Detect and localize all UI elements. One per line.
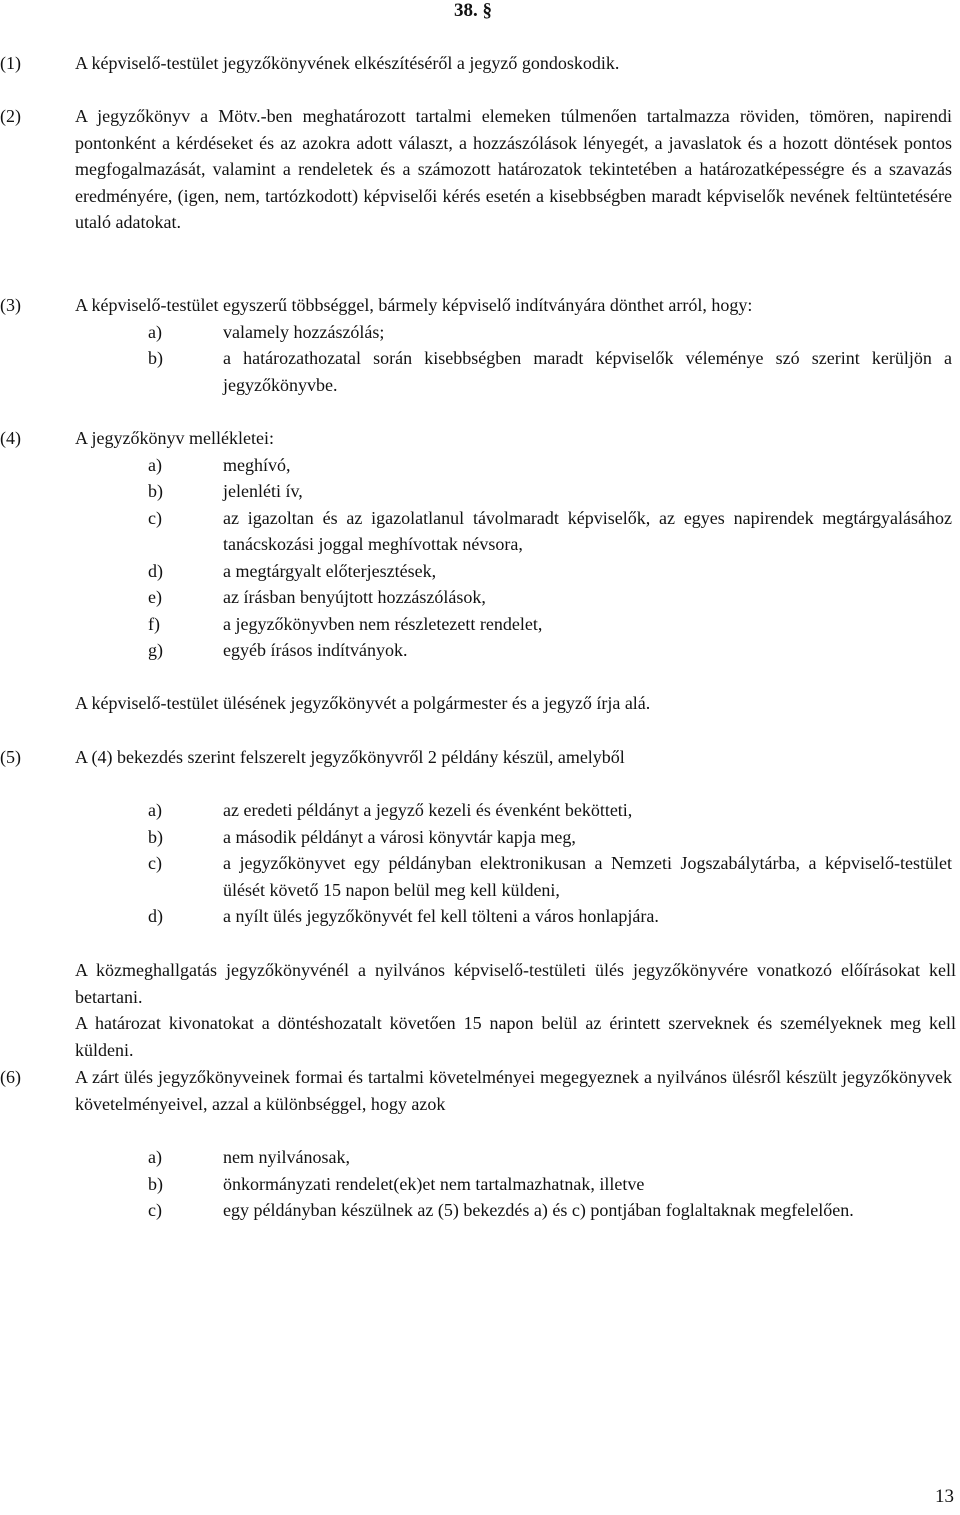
list-marker: a) (148, 800, 162, 820)
list-marker: d) (148, 560, 163, 581)
paragraph-text: A jegyzőkönyv mellékletei: (75, 428, 274, 448)
list-marker: b) (148, 826, 163, 847)
list-item (0, 611, 956, 638)
paragraph-text: A (4) bekezdés szerint felszerelt jegyzőkönyvről 2 példány készül, amelyből (75, 747, 625, 767)
paragraph-number: (4) (0, 428, 21, 448)
list-item-text: a határozathozatal során kisebbségben maradt képviselők véleménye szó szerint kerüljön a jegyzőkönyvbe. (223, 348, 952, 395)
list-marker: c) (148, 507, 162, 528)
list-item (0, 1171, 956, 1198)
list-item-text: jelenléti ív, (223, 481, 303, 501)
list-marker: c) (148, 1200, 162, 1220)
list-item-text: önkormányzati rendelet(ek)et nem tartalmazhatnak, illetve (223, 1173, 645, 1194)
list (0, 797, 956, 930)
list-item (0, 452, 956, 479)
list-item (0, 505, 956, 558)
list (0, 319, 956, 399)
list-item (0, 824, 956, 851)
list-item (0, 1144, 956, 1171)
list-item-text: nem nyilvánosak, (223, 1147, 350, 1167)
list-marker: a) (148, 1147, 162, 1167)
resolution-extract-note: A határozat kivonatokat a döntéshozatalt követően 15 napon belül az érintett szerveknek és személyeknek meg kell küldeni. (75, 1013, 956, 1060)
paragraph-5 (0, 744, 956, 771)
paragraph-number: (2) (0, 106, 21, 126)
list-marker: b) (148, 348, 163, 368)
list-item (0, 345, 956, 398)
list-item-text: a nyílt ülés jegyzőkönyvét fel kell tölteni a város honlapjára. (223, 906, 659, 926)
list-item-text: meghívó, (223, 454, 291, 475)
list-item-text: valamely hozzászólás; (223, 321, 385, 342)
paragraph-4 (0, 425, 956, 664)
list-marker: g) (148, 640, 163, 660)
list-item-text: a megtárgyalt előterjesztések, (223, 560, 437, 581)
list (0, 452, 956, 664)
paragraph-text: A képviselő-testület egyszerű többséggel, bármely képviselő indítványára dönthet arról, hogy: (75, 295, 753, 315)
list-item-text: a jegyzőkönyvben nem részletezett rendelet, (223, 613, 543, 634)
paragraph-3 (0, 292, 956, 398)
list-item (0, 903, 956, 930)
paragraph-text: A képviselő-testület jegyzőkönyvének elkészítéséről a jegyző gondoskodik. (75, 53, 620, 73)
list-marker: f) (148, 613, 160, 634)
paragraph-6 (0, 1064, 956, 1117)
list-marker: c) (148, 853, 162, 873)
list-marker: a) (148, 454, 162, 475)
paragraph-number: (1) (0, 53, 21, 73)
page-number: 13 (935, 1486, 954, 1507)
paragraph-1 (0, 50, 956, 77)
list-marker: e) (148, 587, 162, 607)
list-item-text: a jegyzőkönyvet egy példányban elektronikusan a Nemzeti Jogszabálytárba, a képviselő-testület ülését követő 15 napon belül meg kell küldeni, (223, 853, 952, 900)
list-item-text: egyéb írásos indítványok. (223, 640, 408, 660)
paragraph-number: (5) (0, 747, 21, 767)
list-item-text: az eredeti példányt a jegyző kezeli és évenként bekötteti, (223, 800, 633, 820)
list-item (0, 478, 956, 505)
list-marker: a) (148, 321, 162, 342)
list-item (0, 850, 956, 903)
signature-note: A képviselő-testület ülésének jegyzőkönyvét a polgármester és a jegyző írja alá. (75, 693, 651, 713)
list-item-text: az írásban benyújtott hozzászólások, (223, 587, 486, 607)
list-item-text: egy példányban készülnek az (5) bekezdés a) és c) pontjában foglaltaknak megfelelően. (223, 1200, 854, 1220)
list-item-text: az igazoltan és az igazolatlanul távolmaradt képviselők, az egyes napirendek megtárgyalásához tanácskozási joggal meghívottak névsora, (223, 507, 952, 554)
paragraph-5-list (0, 797, 956, 930)
paragraph-6-list (0, 1144, 956, 1224)
paragraph-text: A zárt ülés jegyzőkönyveinek formai és tartalmi követelményei megegyeznek a nyilvános ülésről készült jegyzőkönyvek követelményeivel, azzal a különbséggel, hogy azok (75, 1067, 952, 1114)
list-item (0, 558, 956, 585)
list-item (0, 319, 956, 346)
list-item-text: a második példányt a városi könyvtár kapja meg, (223, 826, 576, 847)
list-item (0, 1197, 956, 1224)
paragraph-number: (6) (0, 1067, 21, 1087)
list-item (0, 637, 956, 664)
list-marker: d) (148, 906, 163, 926)
paragraph-text: A jegyzőkönyv a Mötv.-ben meghatározott tartalmi elemeken túlmenően tartalmazza röviden, tömören, napirendi pontonként a kérdéseket és az azokra adott választ, a hozzászólások lényegét, a javaslatok és a hozott döntések pontos megfogalmazását, valamint a rendeletek és a számozott határozatok tekintetében a határozatképességre és a szavazás eredményére, (igen, nem, tartózkodott) képviselői kérés esetén a kisebbségben maradt képviselők nevének feltüntetésére utaló adatokat. (75, 106, 952, 232)
list (0, 1144, 956, 1224)
section-heading: 38. § (454, 0, 492, 21)
list-marker: b) (148, 481, 163, 501)
public-hearing-note: A közmeghallgatás jegyzőkönyvénél a nyilvános képviselő-testületi ülés jegyzőkönyvére vonatkozó előírásokat kell betartani. (75, 960, 956, 1007)
list-item (0, 584, 956, 611)
list-marker: b) (148, 1173, 163, 1194)
list-item (0, 797, 956, 824)
paragraph-2 (0, 103, 956, 236)
paragraph-number: (3) (0, 295, 21, 315)
